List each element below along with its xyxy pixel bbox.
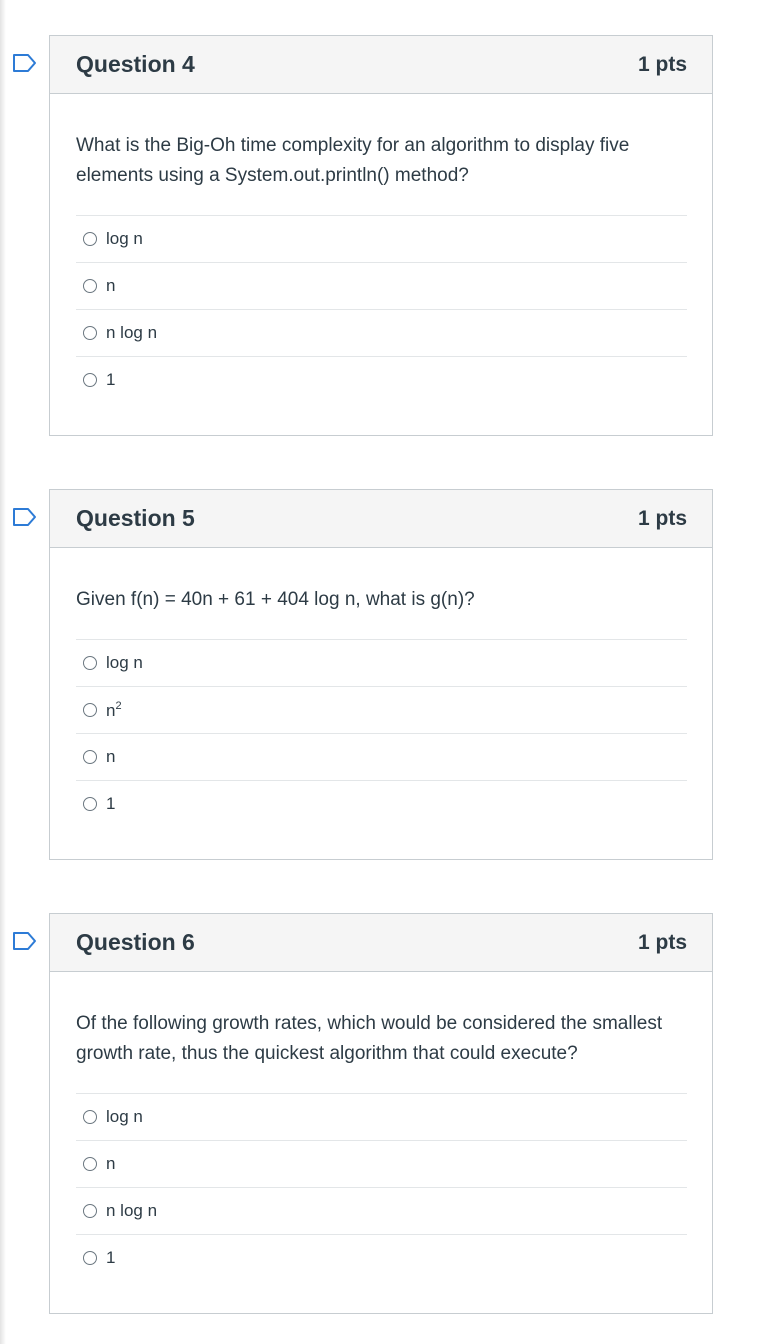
question-title: Question 5 <box>76 505 195 531</box>
radio-unselected-icon[interactable] <box>83 656 97 670</box>
flag-question-icon[interactable] <box>12 53 38 73</box>
answer-option[interactable] <box>76 1093 687 1140</box>
answer-label: n <box>106 276 116 295</box>
radio-unselected-icon[interactable] <box>83 373 97 387</box>
radio-unselected-icon[interactable] <box>83 703 97 717</box>
answer-option[interactable] <box>76 1234 687 1281</box>
answer-list <box>76 639 687 827</box>
page-edge-shadow <box>0 0 6 1344</box>
question-card <box>49 913 713 1314</box>
answer-option[interactable] <box>76 356 687 403</box>
answer-option[interactable] <box>76 309 687 356</box>
radio-unselected-icon[interactable] <box>83 326 97 340</box>
answer-list <box>76 215 687 403</box>
answer-label: n <box>106 747 116 766</box>
answer-label: 1 <box>106 370 116 389</box>
answer-option[interactable] <box>76 262 687 309</box>
question-points: 1 pts <box>637 930 687 954</box>
answer-list <box>76 1093 687 1281</box>
radio-unselected-icon[interactable] <box>83 1110 97 1124</box>
answer-base: n <box>106 700 116 720</box>
question-points: 1 pts <box>637 52 687 76</box>
answer-option[interactable] <box>76 1140 687 1187</box>
question-title: Question 6 <box>76 929 195 955</box>
answer-option[interactable] <box>76 733 687 780</box>
radio-unselected-icon[interactable] <box>83 750 97 764</box>
question-text: Of the following growth rates, which would be considered the smallest growth rate, thus the quickest algorithm that could execute? <box>76 1013 663 1064</box>
answer-label: n log n <box>106 1201 158 1220</box>
flag-question-icon[interactable] <box>12 507 38 527</box>
answer-label: log n <box>106 229 143 248</box>
question-card <box>49 489 713 860</box>
answer-label: log n <box>106 653 143 672</box>
answer-option[interactable] <box>76 639 687 686</box>
question-text: Given f(n) = 40n + 61 + 404 log n, what is g(n)? <box>76 589 475 610</box>
answer-label: n log n <box>106 323 158 342</box>
answer-label: 1 <box>106 1248 116 1267</box>
radio-unselected-icon[interactable] <box>83 1204 97 1218</box>
answer-label <box>106 700 122 721</box>
answer-option[interactable] <box>76 780 687 827</box>
question-header <box>50 490 712 548</box>
answer-label: log n <box>106 1107 143 1126</box>
flag-question-icon[interactable] <box>12 931 38 951</box>
radio-unselected-icon[interactable] <box>83 232 97 246</box>
answer-option[interactable] <box>76 215 687 262</box>
answer-label: 1 <box>106 794 116 813</box>
question-card <box>49 35 713 436</box>
radio-unselected-icon[interactable] <box>83 1251 97 1265</box>
radio-unselected-icon[interactable] <box>83 797 97 811</box>
question-text: What is the Big-Oh time complexity for an algorithm to display five elements using a System.out.println() method? <box>76 135 630 186</box>
answer-option[interactable] <box>76 1187 687 1234</box>
radio-unselected-icon[interactable] <box>83 279 97 293</box>
answer-exponent: 2 <box>115 699 122 712</box>
question-header <box>50 36 712 94</box>
question-header <box>50 914 712 972</box>
question-title: Question 4 <box>76 51 195 77</box>
radio-unselected-icon[interactable] <box>83 1157 97 1171</box>
answer-option[interactable] <box>76 686 687 733</box>
question-points: 1 pts <box>637 506 687 530</box>
answer-label: n <box>106 1154 116 1173</box>
